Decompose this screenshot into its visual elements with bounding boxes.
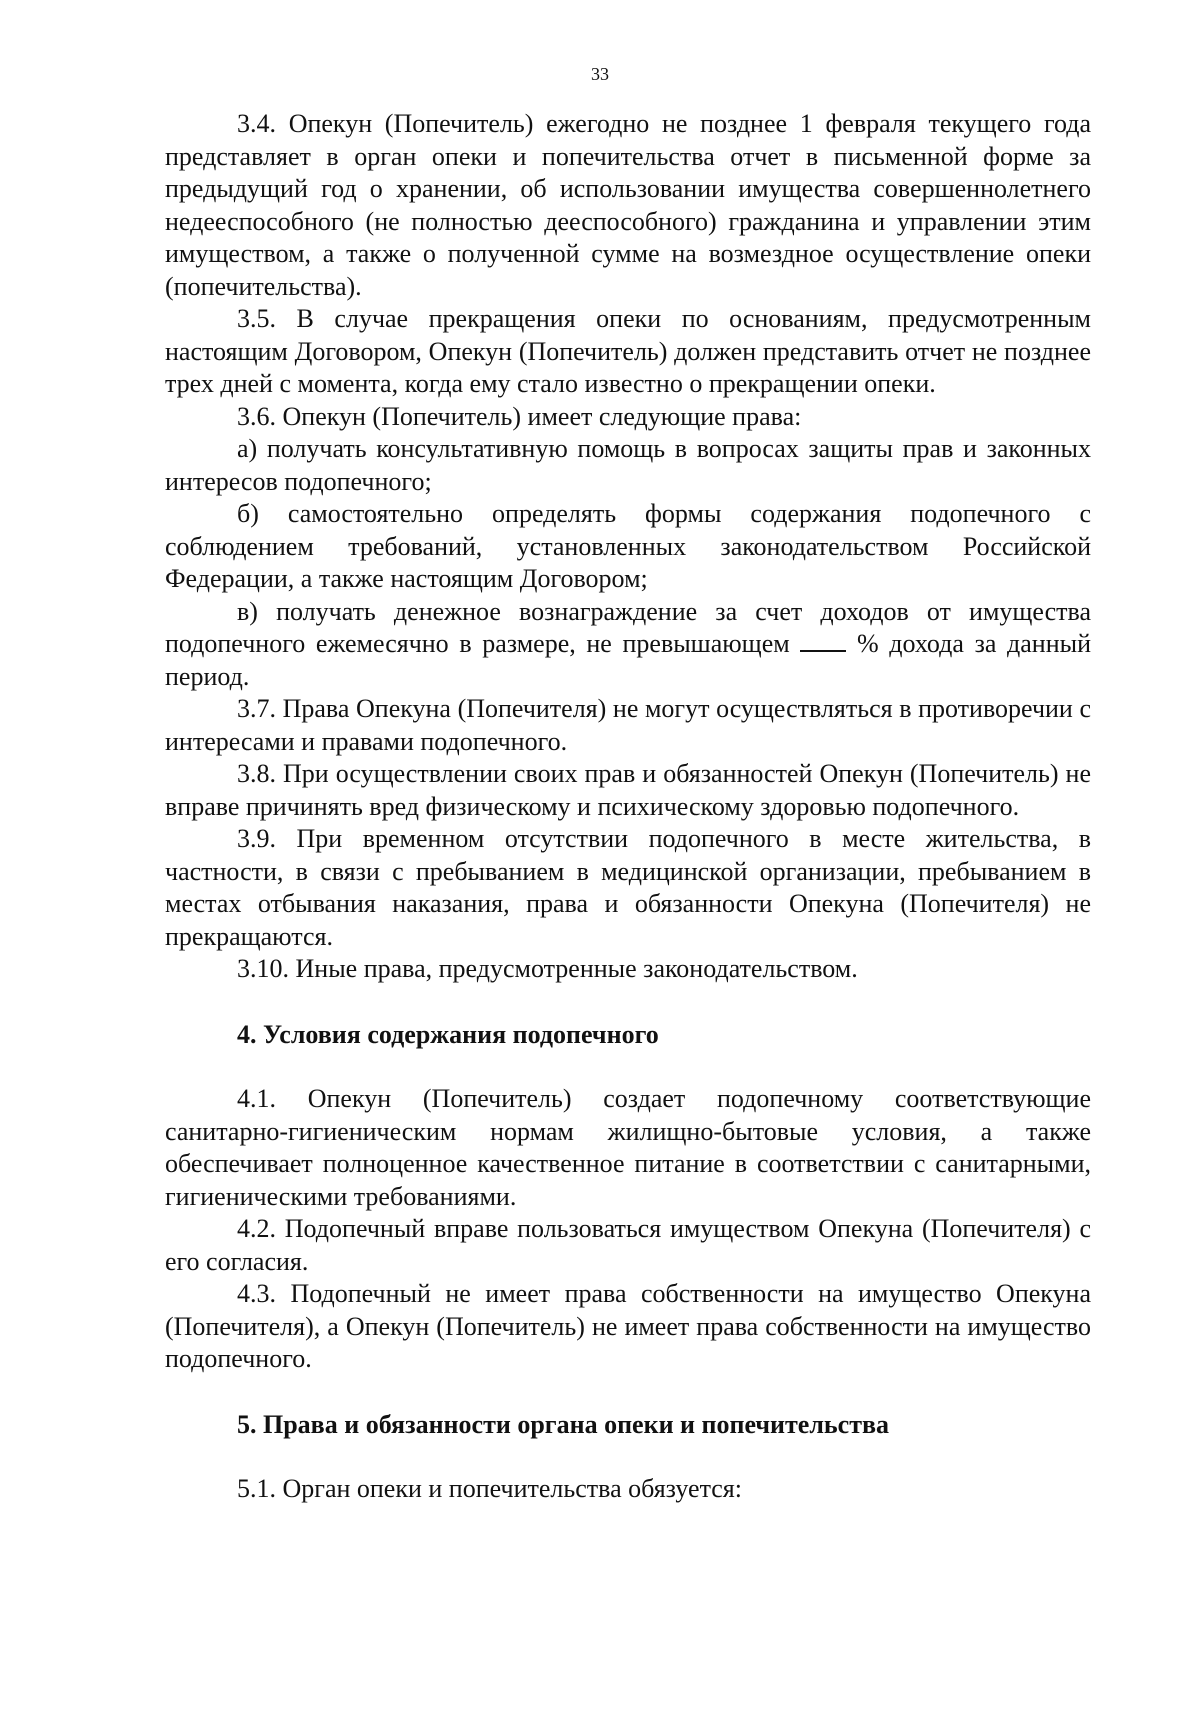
paragraph-3-6: 3.6. Опекун (Попечитель) имеет следующие права:	[237, 401, 802, 431]
page-number: 33	[591, 64, 609, 84]
paragraph-3-9: 3.9. При временном отсутствии подопечного в месте жительства, в частности, в связи с пребыванием в медицинской организации, пребыванием в местах отбывания наказания, права и обязанности Опекуна (Попечителя) не прекращаются.	[165, 824, 1091, 951]
paragraph-4-1: 4.1. Опекун (Попечитель) создает подопечному соответствующие санитарно-гигиеническим нормам жилищно-бытовые условия, а также обеспечивает полноценное качественное питание в соответствии с санитарными, гигиеническими требованиями.	[165, 1084, 1091, 1211]
paragraph-3-5: 3.5. В случае прекращения опеки по основаниям, предусмотренным настоящим Договором, Опекун (Попечитель) должен представить отчет не позднее трех дней с момента, когда ему стало известно о прекращении опеки.	[165, 304, 1091, 398]
percentage-blank-line	[800, 630, 846, 652]
document-body	[165, 108, 1091, 1506]
paragraph-3-10: 3.10. Иные права, предусмотренные законодательством.	[237, 954, 858, 983]
section-heading-4: 4. Условия содержания подопечного	[237, 1019, 659, 1049]
paragraph-3-6-v-text-before: в) получать денежное вознаграждение за счет доходов от имущества подопечного ежемесячно в размере, не превышающем	[165, 596, 1091, 658]
paragraph-4-3: 4.3. Подопечный не имеет права собственности на имущество Опекуна (Попечителя), а Опекун (Попечитель) не имеет права собственности на имущество подопечного.	[165, 1279, 1091, 1373]
paragraph-3-6-a: а) получать консультативную помощь в вопросах защиты прав и законных интересов подопечного;	[165, 434, 1091, 496]
paragraph-3-6-v	[165, 596, 1091, 694]
paragraph-3-6-v-text-after: % дохода за данный период.	[165, 629, 1092, 691]
paragraph-3-7: 3.7. Права Опекуна (Попечителя) не могут осуществляться в противоречии с интересами и правами подопечного.	[165, 694, 1091, 756]
paragraph-5-1: 5.1. Орган опеки и попечительства обязуется:	[237, 1474, 742, 1503]
paragraph-3-8: 3.8. При осуществлении своих прав и обязанностей Опекун (Попечитель) не вправе причинять вред физическому и психическому здоровью подопечного.	[165, 759, 1091, 821]
paragraph-3-4: 3.4. Опекун (Попечитель) ежегодно не позднее 1 февраля текущего года представляет в орган опеки и попечительства отчет в письменной форме за предыдущий год о хранении, об использовании имущества совершеннолетнего недееспособного (не полностью дееспособного) гражданина и управлении этим имуществом, а также о полученной сумме на возмездное осуществление опеки (попечительства).	[165, 109, 1091, 301]
section-heading-5: 5. Права и обязанности органа опеки и попечительства	[237, 1409, 890, 1439]
paragraph-3-6-b: б) самостоятельно определять формы содержания подопечного с соблюдением требований, установленных законодательством Российской Федерации, а также настоящим Договором;	[165, 499, 1091, 593]
paragraph-4-2: 4.2. Подопечный вправе пользоваться имуществом Опекуна (Попечителя) с его согласия.	[165, 1214, 1091, 1276]
